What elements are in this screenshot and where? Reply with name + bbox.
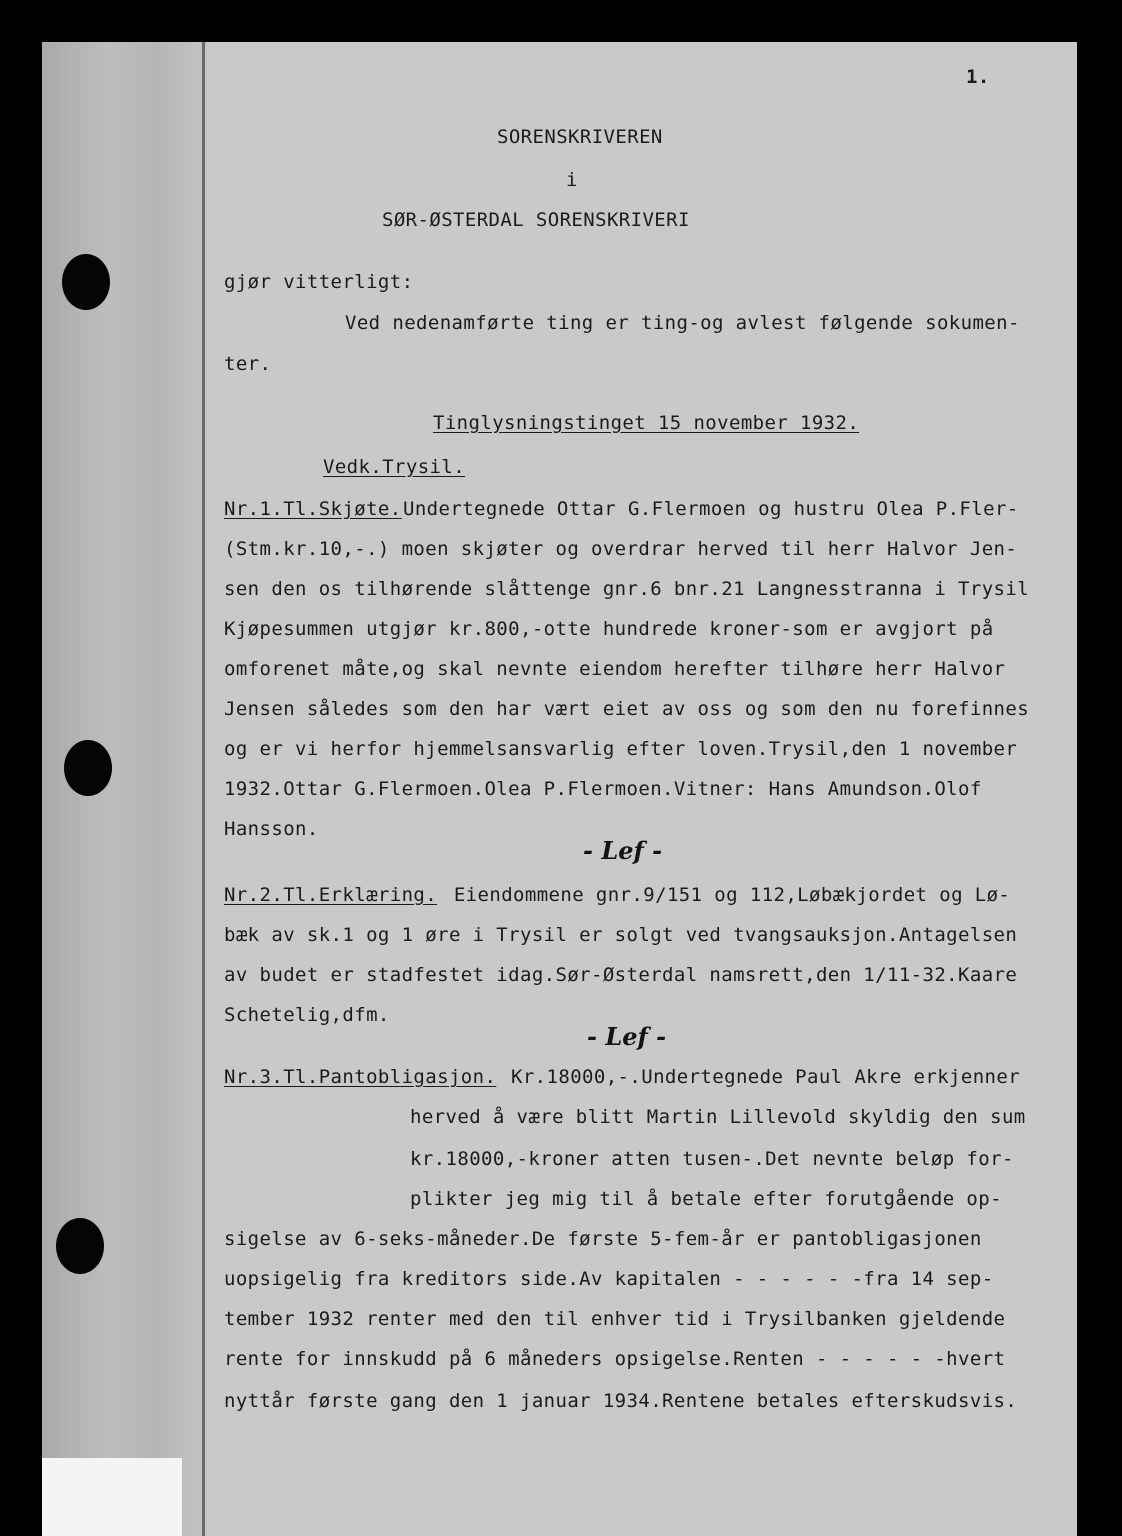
entry-1-line: omforenet måte,og skal nevnte eiendom herefter tilhøre herr Halvor: [224, 658, 1006, 680]
entry-3-line: rente for innskudd på 6 måneders opsigelse.Renten - - - - - -hvert: [224, 1348, 1006, 1370]
entry-3-line: herved å være blitt Martin Lillevold skyldig den sum: [410, 1106, 1026, 1128]
punch-hole-bottom: [56, 1218, 104, 1274]
entry-3-line: nyttår første gang den 1 januar 1934.Rentene betales efterskudsvis.: [224, 1390, 1018, 1412]
registration-mark: - Lef -: [583, 836, 663, 865]
session-title: Tinglysningstinget 15 november 1932.: [433, 412, 860, 434]
entry-1-line: Hansson.: [224, 818, 319, 840]
intro-line-3: ter.: [224, 353, 272, 375]
punch-hole-top: [62, 254, 110, 310]
header-line-2: i: [566, 169, 578, 191]
page-number: 1.: [966, 66, 990, 88]
location-heading: Vedk.Trysil.: [323, 456, 466, 478]
entry-2-line: av budet er stadfestet idag.Sør-Østerdal namsrett,den 1/11-32.Kaare: [224, 964, 1018, 986]
header-line-3: SØR-ØSTERDAL SORENSKRIVERI: [382, 209, 690, 231]
scan-corner: [42, 1458, 182, 1536]
entry-3-line: plikter jeg mig til å betale efter forutgående op-: [410, 1188, 1002, 1210]
entry-1-line: Jensen således som den har vært eiet av oss og som den nu forefinnes: [224, 698, 1030, 720]
entry-3-line: uopsigelig fra kreditors side.Av kapitalen - - - - - -fra 14 sep-: [224, 1268, 994, 1290]
entry-1-line: sen den os tilhørende slåttenge gnr.6 bnr.21 Langnesstranna i Trysil: [224, 578, 1030, 600]
entry-3-line: tember 1932 renter med den til enhver tid i Trysilbanken gjeldende: [224, 1308, 1006, 1330]
entry-3-line: sigelse av 6-seks-måneder.De første 5-fem-år er pantobligasjonen: [224, 1228, 982, 1250]
intro-line-2: Ved nedenamførte ting er ting-og avlest følgende sokumen-: [345, 312, 1020, 334]
registration-mark: - Lef -: [587, 1022, 667, 1051]
entry-2-line: Schetelig,dfm.: [224, 1004, 390, 1026]
entry-1-line: Undertegnede Ottar G.Flermoen og hustru Olea P.Fler-: [403, 498, 1019, 520]
entry-1-line: Kjøpesummen utgjør kr.800,-otte hundrede kroner-som er avgjort på: [224, 618, 994, 640]
entry-1-line: (Stm.kr.10,-.) moen skjøter og overdrar herved til herr Halvor Jen-: [224, 538, 1018, 560]
binding-fold-line: [202, 42, 205, 1536]
entry-2-heading: Nr.2.Tl.Erklæring.: [224, 884, 438, 906]
entry-1-line: og er vi herfor hjemmelsansvarlig efter loven.Trysil,den 1 november: [224, 738, 1018, 760]
entry-2-line: bæk av sk.1 og 1 øre i Trysil er solgt ved tvangsauksjon.Antagelsen: [224, 924, 1018, 946]
entry-2-line: Eiendommene gnr.9/151 og 112,Løbækjordet og Lø-: [442, 884, 1011, 906]
entry-1-line: 1932.Ottar G.Flermoen.Olea P.Flermoen.Vitner: Hans Amundson.Olof: [224, 778, 982, 800]
intro-line-1: gjør vitterligt:: [224, 271, 414, 293]
entry-3-line: kr.18000,-kroner atten tusen-.Det nevnte beløp for-: [410, 1148, 1014, 1170]
entry-3-heading: Nr.3.Tl.Pantobligasjon.: [224, 1066, 497, 1088]
entry-3-line: Kr.18000,-.Undertegnede Paul Akre erkjenner: [511, 1066, 1021, 1088]
punch-hole-middle: [64, 740, 112, 796]
header-line-1: SORENSKRIVEREN: [497, 126, 663, 148]
entry-1-heading: Nr.1.Tl.Skjøte.: [224, 498, 402, 520]
